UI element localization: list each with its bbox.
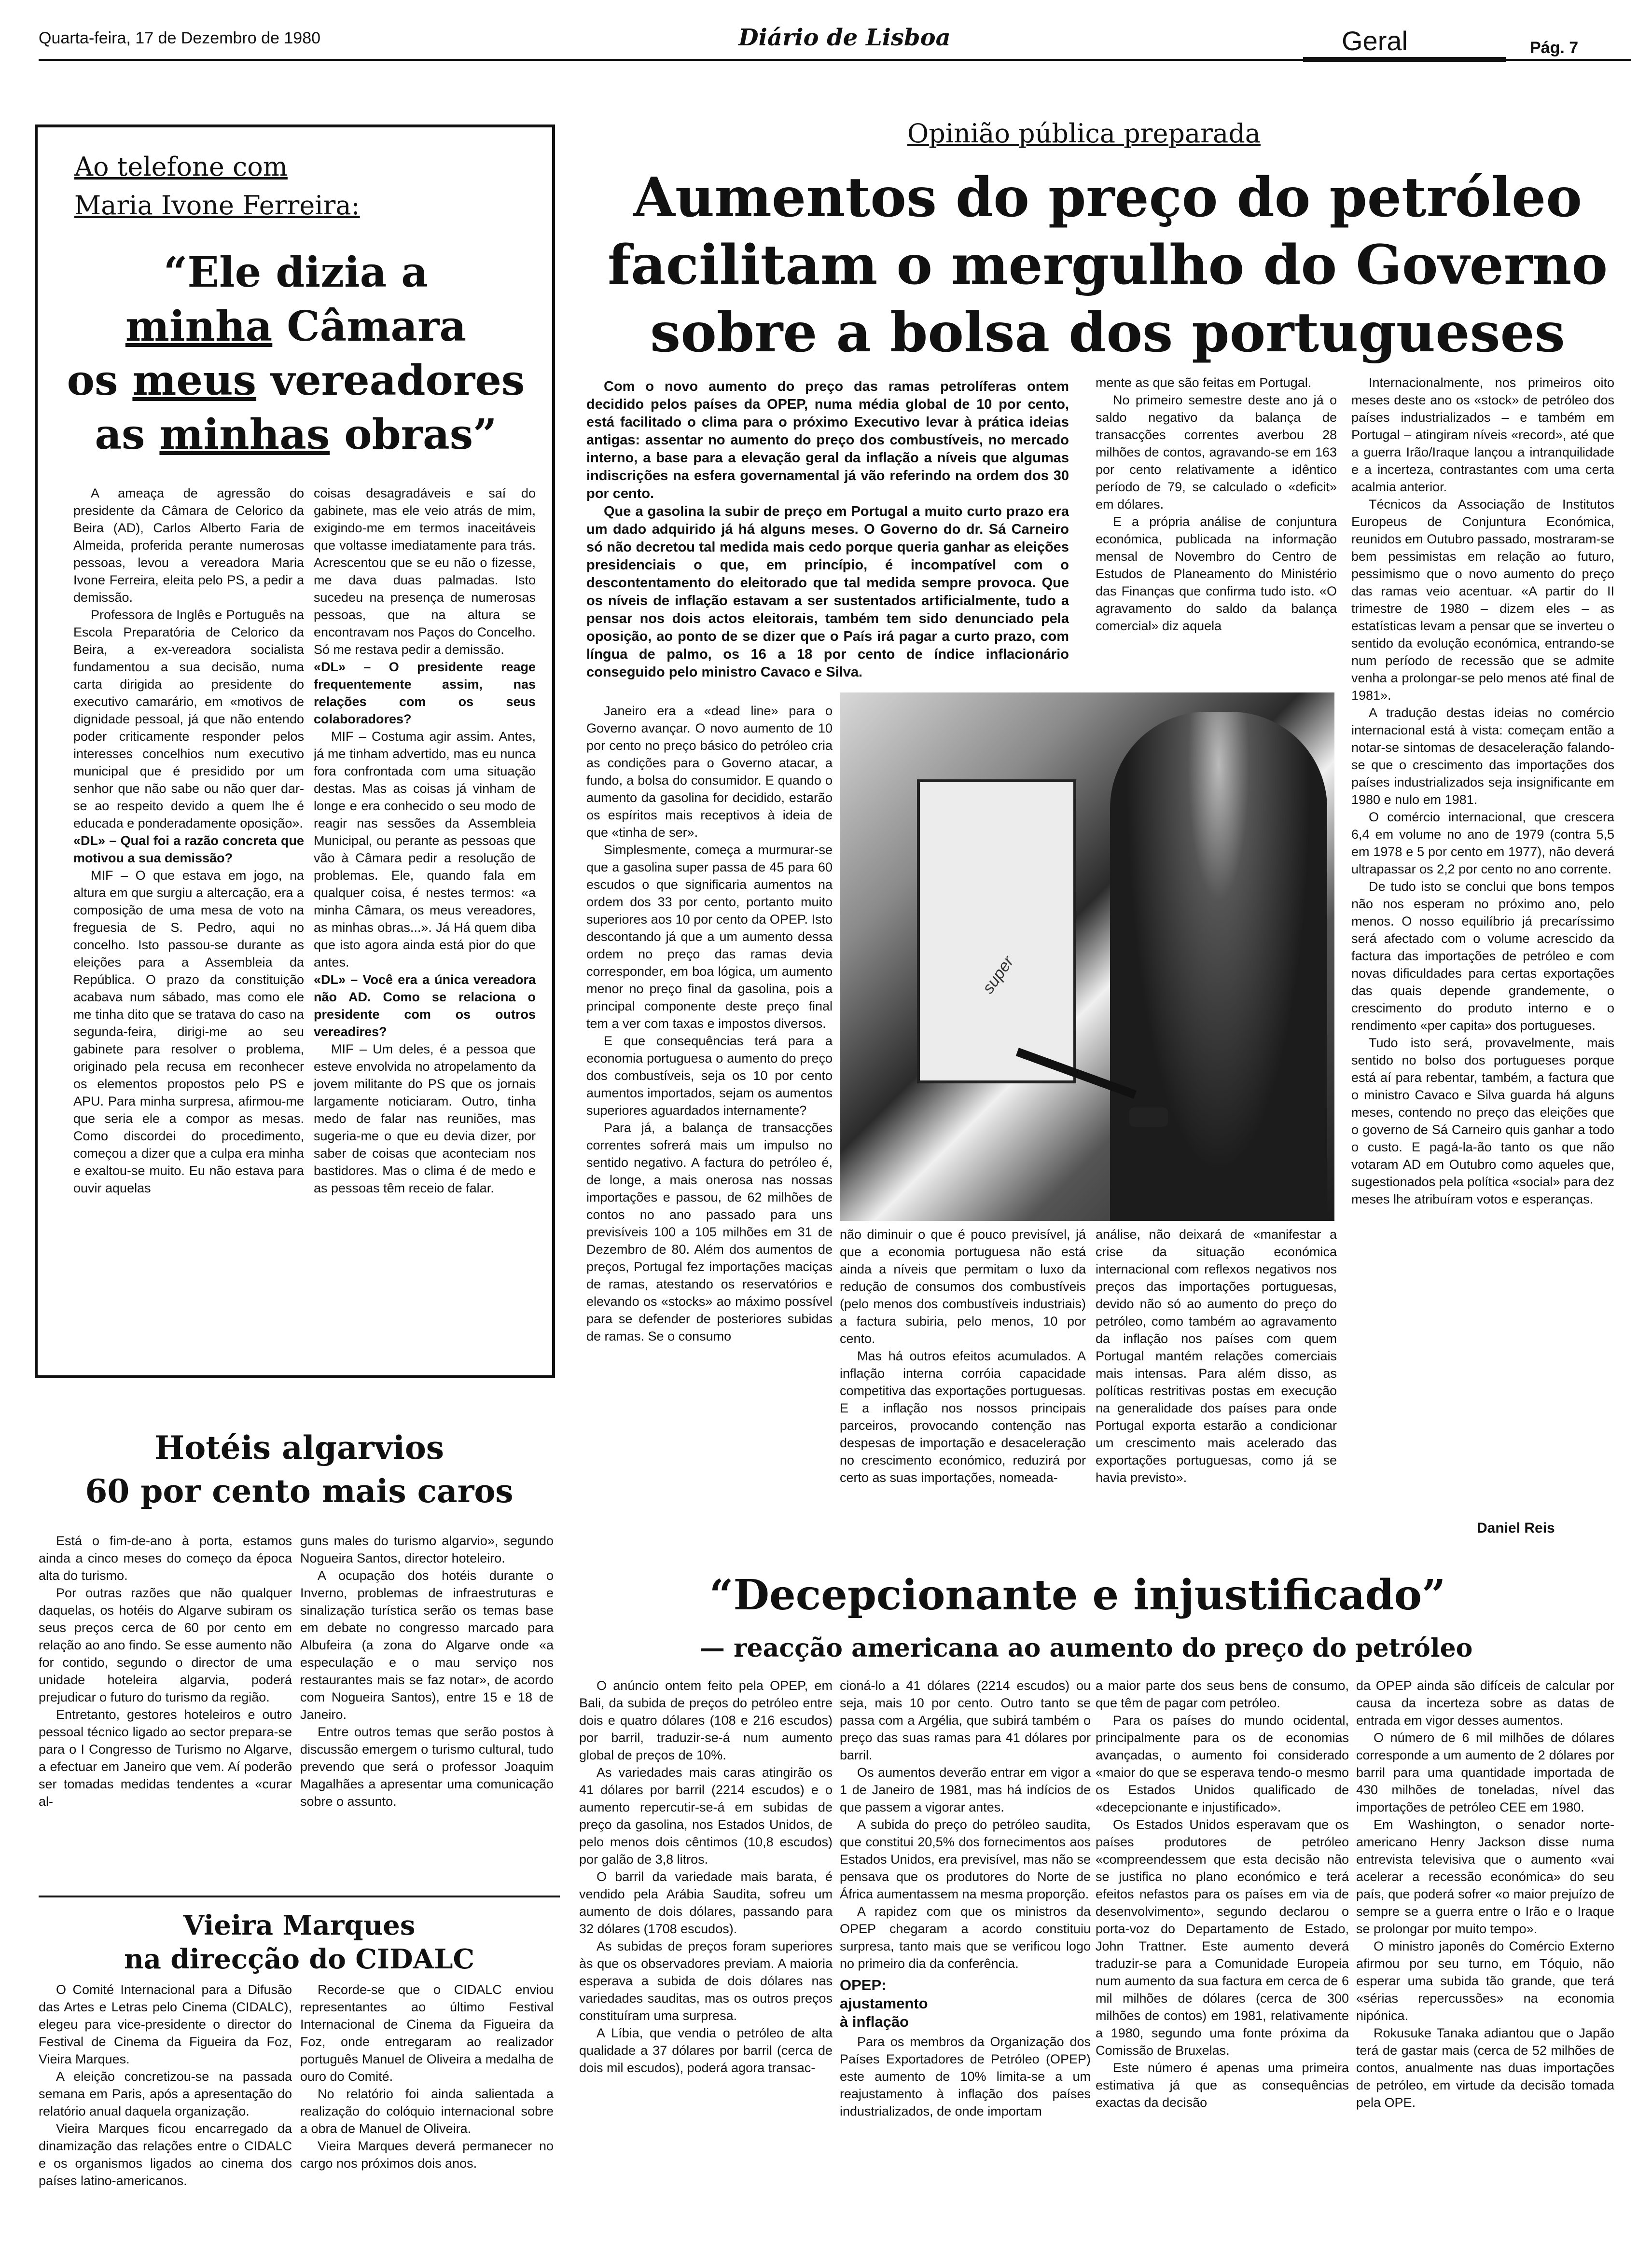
vieira-column-1 [39, 1981, 292, 2232]
deception-subhead: — reacção americana ao aumento do preço do petróleo [700, 1633, 1473, 1663]
paragraph: O Comité Internacional para a Difusão das Artes e Letras pelo Cinema (CIDALC), elegeu para vice-presidente o director do Festival de Cinema da Figueira da Foz, Vieira Marques. [39, 1982, 292, 2066]
interview-headline-line3: os meus vereadores [67, 356, 525, 405]
lead-paragraph: Que a gasolina la subir de preço em Portugal a muito curto prazo era um dado adquirido já há alguns meses. O Governo do dr. Sá Carneiro só não decretou tal medida mais cedo porque queria ganhar as eleições presidenciais o que, em princípio, é incompatível com o descontentamento do eleitorado que tal medida sempre provoca. Que os níveis de inflação estavam a ser sustentados artificialmente, tudo a pensar nos dois actos eleitorais, também tem sido denunciado pela oposição, ao ponto de se dizer que o País irá pagar a curto prazo, com língua de palmo, os 16 a 18 por cento de índice inflacionário conseguido pelo ministro Cavaco e Silva. [586, 504, 1069, 680]
paragraph: No primeiro semestre deste ano já o saldo negativo da balança de transacções correntes averbou 28 milhões de contos, agravando-se em 163 por cento relativamente a idêntico período de 79, se calculado o «deficit» em dólares. [1096, 393, 1337, 512]
question: «DL» – Você era a única vereadora não AD. Como se relaciona o presidente com os outros vereadires? [314, 972, 536, 1039]
masthead-page: Pág. 7 [1530, 39, 1579, 57]
question: «DL» – Qual foi a razão concreta que motivou a sua demissão? [73, 833, 304, 865]
oil-column-a [586, 702, 833, 1547]
section-tab-rule [1303, 57, 1506, 62]
paragraph: A subida do preço do petróleo saudita, que constitui 20,5% dos fornecimentos aos Estados Unidos, era previsível, mas não se pensava que os produtores do Norte de África aumentassem na mesma proporção. [840, 1817, 1091, 1901]
paragraph: Para já, a balança de transacções correntes sofrerá mais um impulso no sentido negativo. A factura do petróleo é, de longe, a mais onerosa nas nossas importações e passou, de 62 milhões de contos no ano passado para uns previsíveis 100 a 105 milhões em 31 de Dezembro de 80. Além dos aumentos de preços, Portugal fez importações maciças de ramas, atestando os reservatórios e elevando os «stocks» ao máximo possível para se defender de posteriores subidas de ramas. Se o consumo [586, 1121, 833, 1343]
paragraph: Entretanto, gestores hoteleiros e outro pessoal técnico ligado ao sector prepara-se para o I Congresso de Turismo no Algarve, a efectuar em Janeiro que vem. Aí poderão ser tomadas medidas tendentes a «curar al- [39, 1707, 292, 1809]
masthead-paper-name: Diário de Lisboa [738, 24, 951, 51]
paragraph: O comércio internacional, que crescera 6,4 em volume no ano de 1979 (contra 5,5 em 1978 e 5 por cento em 1977), não deverá ultrapassar os 2,2 por cento no ano corrente. [1351, 810, 1614, 876]
interview-headline [52, 246, 540, 462]
paragraph: guns males do turismo algarvio», segundo Nogueira Santos, director hoteleiro. [300, 1534, 554, 1565]
paragraph: Para os países do mundo ocidental, principalmente para os de economias avançadas, o aumento foi considerado «maior do que se esperava tendo-o mesmo os Estados Unidos qualificado de «decepcionante e injustificado». [1096, 1713, 1349, 1814]
paragraph: Vieira Marques deverá permanecer no cargo nos próximos dois anos. [300, 2139, 554, 2171]
interview-headline-line2: minha Câmara [125, 302, 467, 351]
vieira-headline-line2: na direcção do CIDALC [124, 1943, 475, 1975]
paragraph: MIF – O que estava em jogo, na altura em que surgiu a altercação, era a composição de uma mesa de voto na freguesia de S. Pedro, aqui no concelho. Isto passou-se durante as eleições para a Assembleia da República. O prazo da constituição acabava num sábado, mas como ele me tinha dito que se tratava do caso na segunda-feira, dirigi-me ao seu gabinete para resolver o problema, originado pela recusa em reconhecer os elementos propostos pelo PS e APU. Para minha surpresa, afirmou-me que seria ele a compor as mesas. Como discordei do procedimento, começou a dizer que a culpa era minha e exaltou-se muito. Eu não estava para ouvir aquelas [73, 868, 304, 1195]
paragraph: A ocupação dos hotéis durante o Inverno, problemas de infraestruturas e sinalização turística serão os temas base em debate no congresso marcado para Albufeira (a zona do Algarve onde «a especulação e o mau serviço nos restaurantes mais se faz notar», de acordo com Nogueira Santos), entre 15 e 18 de Janeiro. [300, 1568, 554, 1722]
oil-headline-line3: sobre a bolsa dos portugueses [650, 301, 1565, 364]
paragraph: O anúncio ontem feito pela OPEP, em Bali, da subida de preços do petróleo entre dois e quatro dólares (108 e 216 escudos) por barril, traduzir-se-á num aumento global de preços de 10%. [579, 1678, 833, 1762]
oil-column-c-bottom [1096, 1226, 1337, 1544]
vieira-column-2 [300, 1981, 554, 2232]
paragraph: Tudo isto será, provavelmente, mais sentido no bolso dos portugueses porque está aí para rebentar, também, a factura que o ministro Cavaco e Silva guarda há alguns meses, contendo no preço das eleições que o governo de Sá Carneiro quis ganhar a todo o custo. E pagá-la-ão tanto os que não votaram AD em Outubro como aqueles que, sugestionados pela política «social» para dez meses lhe atribuíram votos e esperanças. [1351, 1036, 1614, 1206]
interview-headline-line4: as minhas obras” [95, 410, 497, 459]
oil-headline [584, 164, 1631, 367]
oil-byline: Daniel Reis [1477, 1520, 1555, 1536]
paragraph: Recorde-se que o CIDALC enviou representantes ao último Festival Internacional de Cinema da Figueira da Foz, onde entregaram ao realizador português Manuel de Oliveira a medalha de ouro do Comité. [300, 1982, 554, 2084]
interview-column-2 [314, 484, 536, 1368]
pump-label: super [979, 953, 1018, 997]
lead-paragraph: Com o novo aumento do preço das ramas petrolíferas ontem decidido pelos países da OPEP, numa média global de 10 por cento, está facilitado o clima para o próximo Executivo levar à prática ideias antigas: assentar no aumento do preço dos combustíveis, no mercado interno, a base para a elevação geral da inflação a níveis que algumas indiscrições na esfera governamental já vão referindo na ordem dos 30 por cento. [586, 379, 1069, 501]
gas-pump-photo [840, 692, 1334, 1221]
divider [39, 1896, 560, 1897]
hotels-headline [39, 1426, 560, 1513]
oil-headline-line2: facilitam o mergulho do Governo [607, 234, 1608, 297]
paragraph: Para os membros da Organização dos Países Exportadores de Petróleo (OPEP) este aumento de 10% limita-se a um reajustamento à inflação dos países industrializados, de onde importam [840, 2035, 1091, 2118]
paragraph: A ameaça de agressão do presidente da Câmara de Celorico da Beira (AD), Carlos Alberto Faria de Almeida, proferida perante numerosas pessoas, levou a vereadora Maria Ivone Ferreira, eleita pelo PS, a pedir a demissão. [73, 486, 304, 605]
paragraph: No relatório foi ainda salientada a realização do colóquio internacional sobre a obra de Manuel de Oliveira. [300, 2087, 554, 2136]
paragraph: Os Estados Unidos esperavam que os países produtores de petróleo «compreendessem que esta decisão não se justifica no plano económico e terá efeitos nefastos para os países em via de desenvolvimento», segundo declarou o porta-voz do Departamento de Estado, John Trattner. Este aumento deverá traduzir-se para a Comunidade Europeia num aumento da sua factura em cerca de 6 mil milhões de dólares (cerca de 300 milhões de contos) em 1981, relativamente a 1980, segundo uma fonte próxima da Comissão de Bruxelas. [1096, 1817, 1349, 2058]
oil-kicker: Opinião pública preparada [907, 118, 1261, 149]
paragraph: Entre outros temas que serão postos à discussão emergem o turismo cultural, tudo prevendo que será o professor Joaquim Magalhães a apresentar uma comunicação sobre o assunto. [300, 1725, 554, 1809]
hotels-headline-line2: 60 por cento mais caros [85, 1472, 514, 1510]
paragraph: Técnicos da Associação de Institutos Europeus de Conjuntura Económica, reunidos em Outubro passado, mostraram-se bem pessimistas em relação ao futuro, pessimismo que o novo aumento do preço das ramas veio acentuar. «A partir do II trimestre de 1980 – dizem eles – as estatísticas levam a pensar que se inverteu o sentido da evolução económica, entrando-se num período de recessão que se admite venha a prolongar-se pelo menos até final de 1981». [1351, 497, 1614, 703]
interview-kicker-line2: Maria Ivone Ferreira: [74, 190, 360, 221]
paragraph: Este número é apenas uma primeira estimativa já que as consequências exactas da decisão [1096, 2061, 1349, 2110]
deception-subhead-opep: OPEP: ajustamento à inflação [840, 1977, 928, 2030]
attendant-figure [1110, 712, 1327, 1221]
paragraph: E que consequências terá para a economia portuguesa o aumento do preço dos combustíveis, seja os 10 por cento aumentos importados, sejam os aumentos superiores aguardados internamente? [586, 1034, 833, 1118]
oil-column-b-bottom [840, 1226, 1086, 1544]
paragraph: Rokusuke Tanaka adiantou que o Japão terá de gastar mais (cerca de 52 milhões de contos, anualmente nas duas importações de petróleo, em virtude da decisão tomada pela OPE. [1356, 2026, 1614, 2110]
paragraph: Internacionalmente, nos primeiros oito meses deste ano os «stock» de petróleo dos países industrializados – e também em Portugal – atingiram níveis «record», até que a guerra Irão/Iraque lançou a intranquilidade e a incerteza, contrastantes com uma certa acalmia anterior. [1351, 375, 1614, 494]
paragraph: Por outras razões que não qualquer daquelas, os hotéis do Algarve subiram os seus preços cerca de 60 por cento em relação ao ano findo. Se esse aumento não for contido, segundo o director de uma unidade hoteleira algarvia, poderá prejudicar o futuro do turismo da região. [39, 1586, 292, 1704]
oil-column-b-top [1096, 374, 1337, 683]
paragraph: O número de 6 mil milhões de dólares corresponde a um aumento de 2 dólares por barril para uma quantidade importada de 430 milhões de toneladas, nível das importações de petróleo CEE em 1980. [1356, 1730, 1614, 1814]
paragraph: Mas há outros efeitos acumulados. A inflação interna corróia capacidade competitiva das exportações portuguesas. E a inflação nos nossos principais parceiros, provocando contenção nas despesas de importação e desaceleração no crescimento económico, reduzirá por certo as suas importações, nomeada- [840, 1349, 1086, 1485]
hotels-column-2 [300, 1532, 554, 1889]
paragraph: De tudo isto se conclui que bons tempos não nos esperam no próximo ano, pelo menos. O nosso equilíbrio já precaríssimo será afectado com o volume acrescido da factura das importações de petróleo e com novas dificuldades para certas exportações das quais depende grandemente, o crescimento do produto interno e o rendimento «per capita» dos portugueses. [1351, 879, 1614, 1033]
paragraph: As subidas de preços foram superiores às que os observadores previam. A maioria esperava a subida de dois dólares nas variedades sauditas, mas os outros preços constituíram uma surpresa. [579, 1939, 833, 2023]
interview-column-1 [73, 484, 304, 1368]
paragraph: As variedades mais caras atingirão os 41 dólares por barril (2214 escudos) e o aumento repercutir-se-á em subidas de preço da gasolina, nos Estados Unidos, de pelo menos dois cêntimos (10,8 escudos) por galão de 3,8 litros. [579, 1765, 833, 1867]
hotels-headline-line1: Hotéis algarvios [154, 1429, 444, 1467]
paragraph: a maior parte dos seus bens de consumo, que têm de pagar com petróleo. [1096, 1678, 1349, 1710]
paragraph: A rapidez com que os ministros da OPEP chegaram a acordo constituiu surpresa, tanto mais que se verificou logo no primeiro dia da conferência. [840, 1904, 1091, 1971]
paragraph: Professora de Inglês e Português na Escola Preparatória de Celorico da Beira, a ex-vereadora socialista fundamentou a sua decisão, numa carta dirigida ao presidente do executivo camarário, em «motivos de dignidade pessoal, já que não entendo poder criticamente responder pelos interesses concelhios num executivo municipal que é presidido por um senhor que não sabe ou não quer dar-se ao respeito devido a quem lhe é educada e ponderadamente oposição». [73, 608, 304, 830]
question: «DL» – O presidente reage frequentemente assim, nas relações com os seus colaboradores? [314, 660, 536, 726]
paragraph: E a própria análise de conjuntura económica, publicada na informação mensal de Novembro do Centro de Estudos de Planeamento do Ministério das Finanças que confirma tudo isto. «O agravamento do saldo da balança comercial» diz aquela [1096, 514, 1337, 633]
paragraph: O barril da variedade mais barata, é vendido pela Arábia Saudita, sofreu um aumento de dois dólares, passando para 32 dólares (1708 escudos). [579, 1869, 833, 1936]
deception-column-3 [1096, 1677, 1349, 2242]
paragraph: MIF – Um deles, é a pessoa que esteve envolvida no atropelamento da jovem militante do PS que os jornais largamente noticiaram. Outro, tinha medo de falar nas reuniões, mas sugeria-me o que eu devia dizer, por saber de coisas que aconteciam nos bastidores. Mas o clima é de medo e as pessoas têm receio de falar. [314, 1042, 536, 1195]
deception-column-4 [1356, 1677, 1614, 2242]
masthead-date: Quarta-feira, 17 de Dezembro de 1980 [39, 29, 321, 47]
fuel-pump [917, 779, 1076, 1083]
interview-box [35, 125, 555, 1378]
paragraph: não diminuir o que é pouco previsível, já que a economia portuguesa não está ainda a níveis que permitam o luxo da redução de consumos dos combustíveis (pelo menos dos combustíveis industriais) a factura subiria, pelo menos, 10 por cento. [840, 1227, 1086, 1346]
interview-headline-line1: “Ele dizia a [163, 248, 429, 297]
paragraph: cioná-lo a 41 dólares (2214 escudos) ou seja, mais 10 por cento. Outro tanto se passa com a Argélia, que subirá também o preço das suas ramas para 41 dólares por barril. [840, 1678, 1091, 1762]
masthead-section: Geral [1342, 26, 1408, 56]
paragraph: coisas desagradáveis e saí do gabinete, mas ele veio atrás de mim, exigindo-me em termos inaceitáveis que voltasse imediatamente para trás. Acrescentou que se eu não o fizesse, me dava duas palmadas. Isto sucedeu na presença de numerosas pessoas, que na altura se encontravam nos Paços do Concelho. Só me restava pedir a demissão. [314, 486, 536, 657]
oil-lead [586, 378, 1069, 694]
interview-kicker-line1: Ao telefone com [74, 152, 288, 182]
paragraph: Está o fim-de-ano à porta, estamos ainda a cinco meses do começo da época alta do turismo. [39, 1534, 292, 1583]
paragraph: Janeiro era a «dead line» para o Governo avançar. O novo aumento de 10 por cento no preço básico do petróleo cria as condições para o Governo atacar, a fundo, a bolsa do consumidor. E quando o aumento da gasolina for decidido, estarão os espíritos mais receptivos à ideia de que «tinha de ser». [586, 704, 833, 840]
paragraph: análise, não deixará de «manifestar a crise da situação económica internacional com reflexos negativos nos preços das importações portuguesas, devido não só ao aumento do preço do petróleo, como também ao agravamento da inflação nos países com quem Portugal mantém relações comerciais mais intensas. Para além disso, as políticas restritivas postas em execução na generalidade dos países para onde Portugal exporta estarão a condicionar um crescimento mais acelerado das exportações portuguesas, como já se havia previsto». [1096, 1227, 1337, 1485]
vieira-headline-line1: Vieira Marques [183, 1910, 416, 1941]
hotels-column-1 [39, 1532, 292, 1889]
paragraph: mente as que são feitas em Portugal. [1096, 375, 1312, 390]
deception-column-2 [840, 1677, 1091, 2242]
vieira-headline [39, 1909, 560, 1976]
fuel-nozzle [1129, 1107, 1168, 1127]
paragraph: A tradução destas ideias no comércio internacional está à vista: começam então a notar-se sintomas de desaceleração falando-se que o crescimento das importações dos países industrializados seja insignificante em 1980 e nulo em 1981. [1351, 706, 1614, 807]
paragraph: Simplesmente, começa a murmurar-se que a gasolina super passa de 45 para 60 escudos o que significaria aumentos na ordem dos 33 por cento, portanto muito superiores aos 10 por cento da OPEP. Isto descontando já que a um aumento dessa ordem no preço das ramas devia corresponder, em boa lógica, um aumento menor no preço final da gasolina, pois a principal componente deste preço final tem a ver com taxas e impostos diversos. [586, 843, 833, 1031]
paragraph: Vieira Marques ficou encarregado da dinamização das relações entre o CIDALC e os organismos ligados ao cinema dos países latino-americanos. [39, 2121, 292, 2188]
paragraph: O ministro japonês do Comércio Externo afirmou por seu turno, em Tóquio, não esperar uma subida tão grande, que terá «sérias repercussões» na economia nipónica. [1356, 1939, 1614, 2023]
oil-headline-line1: Aumentos do preço do petróleo [633, 166, 1582, 229]
paragraph: A Líbia, que vendia o petróleo de alta qualidade a 37 dólares por barril (cerca de dois mil escudos), poderá agora transac- [579, 2026, 833, 2075]
paragraph: Os aumentos deverão entrar em vigor a 1 de Janeiro de 1981, mas há indícios de que passem a vigorar antes. [840, 1765, 1091, 1814]
paragraph: da OPEP ainda são difíceis de calcular por causa da incerteza sobre as datas de entrada em vigor desses aumentos. [1356, 1678, 1614, 1728]
paragraph: A eleição concretizou-se na passada semana em Paris, após a apresentação do relatório anual daquela organização. [39, 2069, 292, 2118]
paragraph: Em Washington, o senador norte-americano Henry Jackson disse numa entrevista televisiva que o aumento «vai acelerar a recessão económica» do seu país, que poderá sofrer «o maior prejuízo de sempre se a guerra entre o Irão e o Iraque se prolongar por muito tempo». [1356, 1817, 1614, 1936]
oil-column-d [1351, 374, 1614, 1513]
deception-column-1 [579, 1677, 833, 2242]
headline-underlined-word: minha [125, 302, 273, 351]
deception-headline: “Decepcionante e injustificado” [709, 1571, 1446, 1619]
paragraph: MIF – Costuma agir assim. Antes, já me tinham advertido, mas eu nunca fora confrontada com uma situação destas. Mas as coisas já vinham de longe e era conhecido o seu modo de reagir nas sessões da Assembleia Municipal, ou perante as pessoas que vão à Câmara pedir a resolução de problemas. Ele, quando fala em qualquer coisa, é nestes termos: «a minha Câmara, os meus vereadores, as minhas obras...». Já Há quem diba que isto agora ainda está pior do que antes. [314, 729, 536, 969]
